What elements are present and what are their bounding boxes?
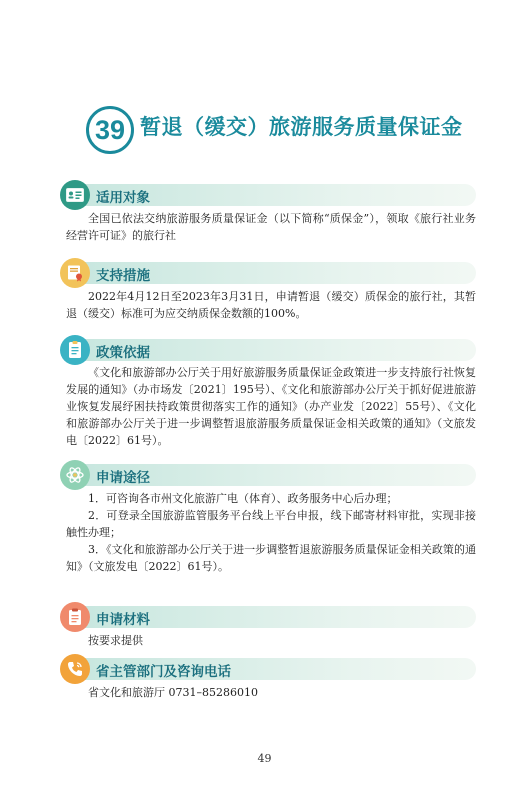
page-header [0, 106, 529, 158]
section-body-application-channels [66, 490, 476, 575]
section-body-measures [66, 288, 476, 322]
section-title-application-channels: 申请途径 [96, 470, 150, 486]
section-body-contact [66, 684, 476, 701]
document-icon [60, 335, 90, 365]
paragraph: 按要求提供 [88, 634, 143, 647]
paragraph: 全国已依法交纳旅游服务质量保证金（以下简称“质保金”），领取《旅行社业务经营许可证》的旅行社 [66, 212, 476, 242]
paragraph: 《文化和旅游部办公厅关于用好旅游服务质量保证金政策进一步支持旅行社恢复发展的通知》（办市场发〔2021〕195号）、《文化和旅游部办公厅关于抓好促进旅游业恢复发展纾困扶持政策贯彻落实工作的通知》（办产业发〔2022〕55号）、《文化和旅游部办公厅关于进一步调整暂退旅游服务质量保证金相关政策的通知》（文旅发电〔2022〕61号）。 [66, 366, 476, 447]
contact-info: 省文化和旅游厅 0731–85286010 [88, 686, 258, 699]
clipboard-icon [60, 602, 90, 632]
list-item: 2．可登录全国旅游监管服务平台线上平台申报，线下邮寄材料审批，实现非接触性办理； [66, 509, 476, 539]
section-body-materials [66, 632, 476, 649]
section-title-measures: 支持措施 [96, 268, 150, 284]
id-card-icon [60, 180, 90, 210]
page-title: 暂退（缓交）旅游服务质量保证金 [140, 115, 463, 139]
atom-icon [60, 460, 90, 490]
section-title-target: 适用对象 [96, 190, 150, 206]
paragraph: 2022年4月12日至2023年3月31日，申请暂退（缓交）质保金的旅行社，其暂退（缓交）标准可为应交纳质保金数额的100%。 [66, 290, 476, 320]
phone-icon [60, 654, 90, 684]
section-title-policy-basis: 政策依据 [96, 345, 150, 361]
section-title-contact: 省主管部门及咨询电话 [96, 664, 231, 680]
list-item: 1．可咨询各市州文化旅游广电（体育）、政务服务中心后办理； [88, 492, 398, 505]
page-number: 49 [257, 752, 272, 765]
list-item: 3．《文化和旅游部办公厅关于进一步调整暂退旅游服务质量保证金相关政策的通知》（文旅发电〔2022〕61号）。 [66, 543, 476, 573]
section-body-policy-basis [66, 364, 476, 449]
section-title-materials: 申请材料 [96, 612, 150, 628]
certificate-icon [60, 258, 90, 288]
section-body-target [66, 210, 476, 244]
item-number-badge: 39 [86, 106, 134, 154]
